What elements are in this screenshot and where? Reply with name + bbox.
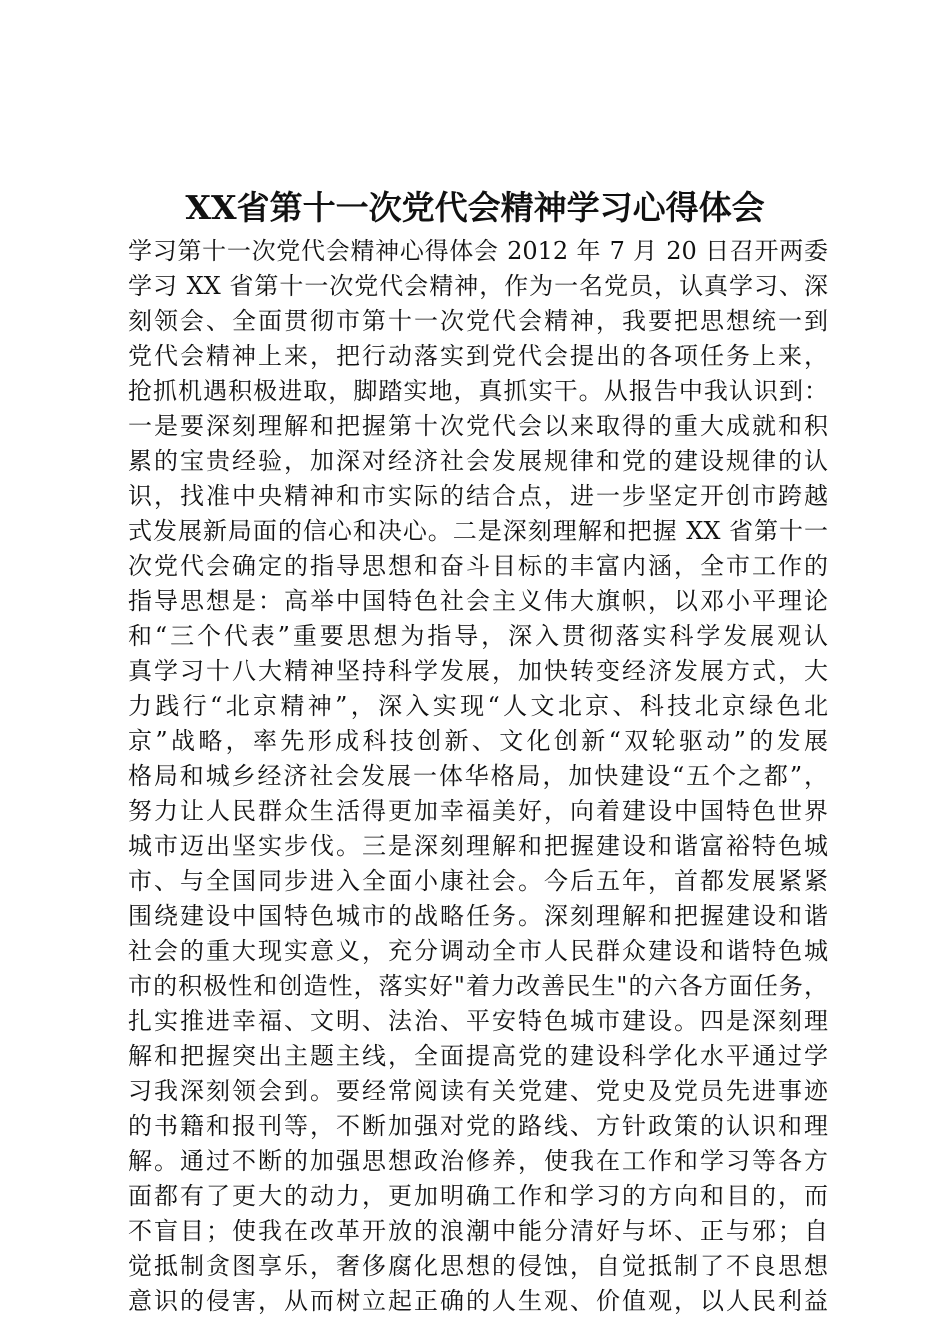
document-title: XX省第十一次党代会精神学习心得体会: [185, 188, 765, 227]
body-text-line: 次党代会确定的指导思想和奋斗目标的丰富内涵，全市工作的: [128, 552, 828, 580]
body-text-line: 努力让人民群众生活得更加幸福美好，向着建设中国特色世界: [128, 797, 828, 825]
body-text-line: 解。通过不断的加强思想政治修养，使我在工作和学习等各方: [128, 1147, 828, 1175]
body-text-line: 累的宝贵经验，加深对经济社会发展规律和党的建设规律的认: [128, 447, 828, 475]
body-text-line: 觉抵制贪图享乐，奢侈腐化思想的侵蚀，自觉抵制了不良思想: [128, 1252, 828, 1280]
document-body: [128, 234, 828, 1319]
body-text-line: 学习 XX 省第十一次党代会精神，作为一名党员，认真学习、深: [128, 272, 828, 300]
body-text-line: 指导思想是：高举中国特色社会主义伟大旗帜，以邓小平理论: [128, 587, 828, 615]
body-text-line: 识，找准中央精神和市实际的结合点，进一步坚定开创市跨越: [128, 482, 828, 510]
body-text-line: 围绕建设中国特色城市的战略任务。深刻理解和把握建设和谐: [128, 902, 828, 930]
body-text-line: 不盲目；使我在改革开放的浪潮中能分清好与坏、正与邪；自: [128, 1217, 828, 1245]
body-text-line: 式发展新局面的信心和决心。二是深刻理解和把握 XX 省第十一: [128, 517, 828, 545]
body-text-line: 市、与全国同步进入全面小康社会。今后五年，首都发展紧紧: [128, 867, 828, 895]
body-text-line: 面都有了更大的动力，更加明确工作和学习的方向和目的，而: [128, 1182, 828, 1210]
body-text-line: 格局和城乡经济社会发展一体华格局，加快建设“五个之都”，: [128, 762, 828, 790]
body-text-line: 城市迈出坚实步伐。三是深刻理解和把握建设和谐富裕特色城: [128, 832, 828, 860]
body-text-line: 抢抓机遇积极进取，脚踏实地，真抓实干。从报告中我认识到：: [128, 377, 828, 405]
body-text-line: 学习第十一次党代会精神心得体会 2012 年 7 月 20 日召开两委: [128, 237, 828, 265]
body-text-line: 真学习十八大精神坚持科学发展，加快转变经济发展方式，大: [128, 657, 828, 685]
body-text-line: 社会的重大现实意义，充分调动全市人民群众建设和谐特色城: [128, 937, 828, 965]
body-text-line: 习我深刻领会到。要经常阅读有关党建、党史及党员先进事迹: [128, 1077, 828, 1105]
body-text-line: 和“三个代表”重要思想为指导，深入贯彻落实科学发展观认: [128, 622, 828, 650]
body-text-line: 党代会精神上来，把行动落实到党代会提出的各项任务上来，: [128, 342, 828, 370]
body-text-line: 力践行“北京精神”，深入实现“人文北京、科技北京绿色北: [128, 692, 828, 720]
body-text-line: 刻领会、全面贯彻市第十一次党代会精神，我要把思想统一到: [128, 307, 828, 335]
body-text-line: 扎实推进幸福、文明、法治、平安特色城市建设。四是深刻理: [128, 1007, 828, 1035]
body-text-line: 的书籍和报刊等，不断加强对党的路线、方针政策的认识和理: [128, 1112, 828, 1140]
body-text-line: 市的积极性和创造性，落实好"着力改善民生"的六各方面任务，: [128, 972, 828, 1000]
body-text-line: 一是要深刻理解和把握第十次党代会以来取得的重大成就和积: [128, 412, 828, 440]
body-text-line: 解和把握突出主题主线，全面提高党的建设科学化水平通过学: [128, 1042, 828, 1070]
body-text-line: 京”战略，率先形成科技创新、文化创新“双轮驱动”的发展: [128, 727, 828, 755]
body-text-line: 意识的侵害，从而树立起正确的人生观、价值观，以人民利益: [128, 1287, 828, 1315]
